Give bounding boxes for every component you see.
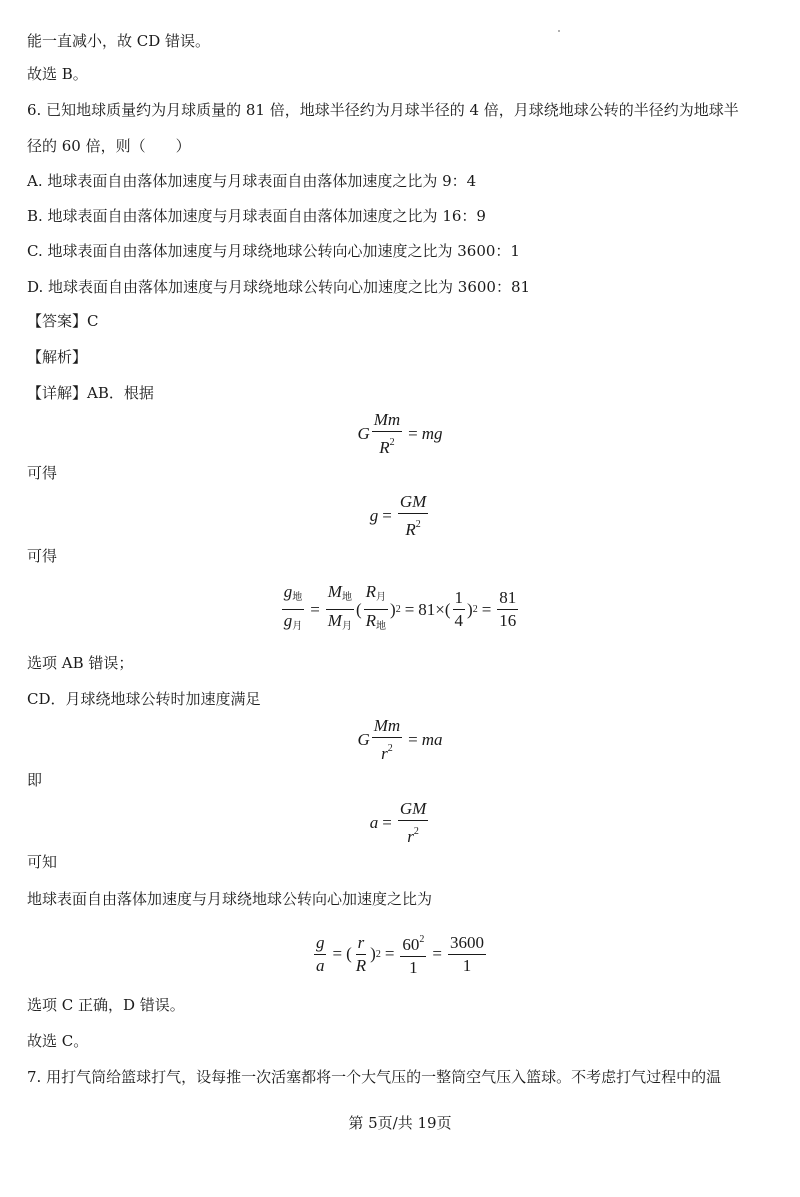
denominator: a [315, 955, 325, 975]
text-line: 能一直减小，故 CD 错误。 [27, 32, 211, 50]
text-line: CD．月球绕地球公转时加速度满足 [27, 690, 261, 708]
equals: = [384, 944, 395, 963]
subscript: 地 [341, 592, 352, 603]
equals: = [382, 813, 392, 832]
equals: = [332, 944, 343, 963]
symbol: a [369, 813, 379, 832]
symbol: g [369, 506, 379, 525]
exponent: 2 [419, 934, 425, 945]
equals: = [404, 599, 415, 619]
subscript: 月 [341, 621, 352, 632]
paren: ) [467, 599, 473, 619]
symbol: r [381, 744, 388, 763]
numerator: r [356, 933, 367, 955]
text-line: 选项 C 正确，D 错误。 [27, 996, 185, 1014]
equals: = [432, 944, 442, 963]
symbol: g [283, 611, 293, 630]
option-a: A. 地球表面自由落体加速度与月球表面自由落体加速度之比为 9：4 [27, 172, 477, 190]
paren: ) [390, 599, 396, 619]
text-line: 故选 B。 [27, 65, 88, 83]
symbol: R [365, 611, 377, 630]
question-6-stem-cont: 径的 60 倍，则（ ） [27, 137, 191, 155]
text-line: 可得 [27, 547, 58, 565]
text-line: 地球表面自由落体加速度与月球绕地球公转向心加速度之比为 [27, 890, 433, 908]
equals: = [382, 506, 392, 525]
exponent: 2 [413, 826, 419, 837]
symbol: R [365, 582, 377, 601]
symbol: G [357, 424, 370, 443]
exponent: 2 [472, 604, 478, 615]
equation-g [0, 492, 800, 540]
equals: = [408, 730, 418, 749]
denominator: R [355, 955, 367, 975]
option-d: D. 地球表面自由落体加速度与月球绕地球公转向心加速度之比为 3600：81 [27, 278, 531, 296]
equation-gravity-surface [0, 410, 800, 458]
symbol: R [405, 520, 416, 539]
speck [558, 30, 560, 32]
text-line: 可得 [27, 464, 58, 482]
value: 60 [402, 935, 420, 954]
exponent: 2 [415, 519, 421, 530]
text-line: 故选 C。 [27, 1032, 89, 1050]
symbol: R [379, 438, 390, 457]
subscript: 月 [292, 621, 303, 632]
coefficient: 81×( [418, 599, 451, 619]
equals: = [408, 424, 418, 443]
denominator: 1 [462, 955, 472, 975]
exponent: 2 [387, 743, 393, 754]
equation-a [0, 799, 800, 847]
option-b: B. 地球表面自由落体加速度与月球表面自由落体加速度之比为 16：9 [27, 207, 486, 225]
question-6-stem: 6. 已知地球质量约为月球质量的 81 倍，地球半径约为月球半径的 4 倍，月球绕地球公转的半径约为地球半 [27, 101, 739, 119]
text-line: 即 [27, 771, 43, 789]
exponent: 2 [375, 948, 381, 960]
symbol: ma [421, 730, 443, 749]
equals: = [310, 599, 320, 619]
numerator: Mm [372, 410, 402, 432]
subscript: 地 [292, 592, 303, 603]
equation-ratio-orbit [0, 930, 800, 978]
question-7-stem: 7. 用打气筒给篮球打气，设每推一次活塞都将一个大气压的一整筒空气压入篮球。不考虑打气过程中的温 [27, 1068, 722, 1086]
equation-ratio-surface [0, 582, 800, 637]
analysis-label: 【解析】 [27, 348, 88, 366]
numerator: 3600 [448, 933, 486, 955]
symbol: G [357, 730, 370, 749]
text-line: 可知 [27, 853, 58, 871]
numerator: GM [398, 799, 428, 821]
exponent: 2 [395, 604, 401, 615]
paren: ( [355, 599, 362, 619]
text-line: 选项 AB 错误； [27, 654, 134, 672]
page-footer: 第 5页/共 19页 [348, 1114, 452, 1132]
denominator: 1 [409, 958, 418, 977]
equation-gravity-orbit [0, 716, 800, 764]
numerator: 81 [497, 588, 518, 610]
symbol: r [407, 827, 414, 846]
symbol: M [327, 582, 342, 601]
numerator: Mm [372, 716, 402, 738]
denominator: 4 [454, 611, 464, 630]
numerator: 1 [453, 588, 466, 610]
symbol: M [327, 611, 342, 630]
denominator: 16 [499, 611, 517, 630]
answer-label: 【答案】C [27, 312, 99, 330]
symbol: g [283, 582, 293, 601]
paren: ) [370, 944, 376, 963]
symbol: mg [421, 424, 443, 443]
exponent: 2 [389, 437, 395, 448]
detail-label: 【详解】AB．根据 [27, 384, 154, 402]
subscript: 地 [376, 621, 387, 632]
numerator: GM [398, 492, 428, 514]
numerator: g [314, 933, 327, 955]
equals: = [481, 599, 492, 619]
option-c: C. 地球表面自由落体加速度与月球绕地球公转向心加速度之比为 3600：1 [27, 242, 520, 260]
subscript: 月 [376, 592, 387, 603]
paren: ( [346, 944, 352, 963]
